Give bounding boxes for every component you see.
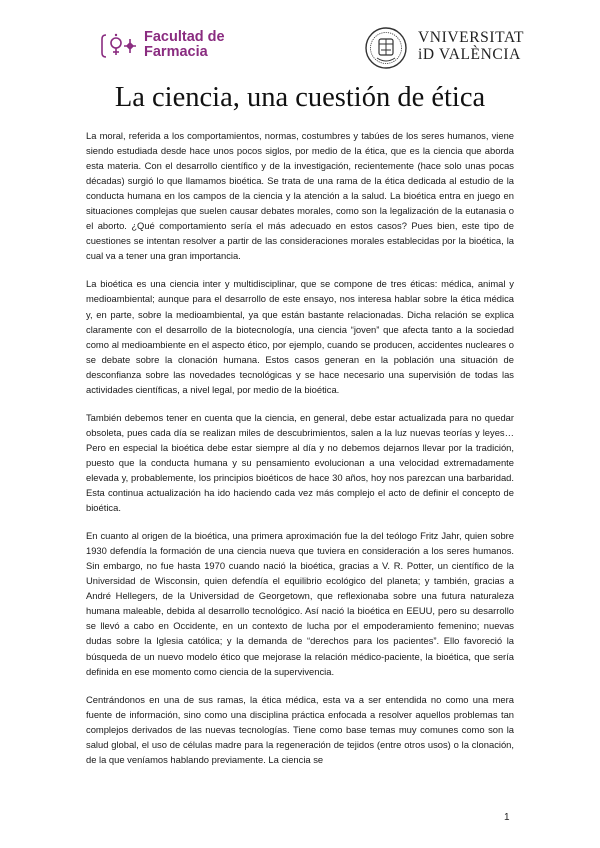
university-name	[418, 29, 524, 63]
document-body	[86, 128, 514, 780]
paragraph: La moral, referida a los comportamientos, normas, costumbres y tabúes de los seres humanos, viene siendo estudiada desde hace unos pocos siglos, por medio de la ética, que es la ciencia que aborda esta materia. Con el desarrollo científico y de la investigación, recientemente (hace solo unas pocas décadas) surgió lo que llamamos bioética. Se trata de una rama de la ética dedicada al estudio de la conducta humana en los campos de la ciencia y la atención a la salud. La bioética entra en juego en situaciones complejas que suelen causar debates morales, como son la legalización de la eutanasia o el aborto. ¿Qué comportamiento sería el más adecuado en estos casos? Pues bien, este tipo de cuestiones se intentan resolver a partir de las consideraciones morales establecidas por la bioética, la cual va a tener una gran importancia.	[86, 130, 514, 262]
paragraph: Centrándonos en una de sus ramas, la ética médica, esta va a ser entendida no como una mera fuente de información, sino como una disciplina práctica enfocada a resolver aquellos problemas tan complejos derivados de las nuevas tecnologías. Tiene como base temas muy comunes como son la salud global, el uso de células madre para la regeneración de tejidos (entre otros usos) o la clonación, de la que veníamos hablando previamente. La ciencia se	[86, 693, 514, 765]
faculty-logo	[100, 28, 240, 68]
faculty-name	[144, 30, 225, 60]
page-header	[0, 0, 600, 70]
paragraph: También debemos tener en cuenta que la ciencia, en general, debe estar actualizada para no quedar obsoleta, pues cada día se realizan miles de descubrimientos, salen a la luz nuevas teorías y leyes… Pero en especial la bioética debe estar siempre al día y no debemos dejarnos llevar por la tradición, puesto que la conducta humana y su pensamiento evolucionan a una velocidad extremadamente elevada y, probablemente, los principios bioéticos de hace 30 años, hoy nos parezcan una barbaridad. Esta continua actualización ha ido haciendo cada vez más complejo el acto de definir el concepto de bioética.	[86, 411, 514, 514]
paragraph: En cuanto al origen de la bioética, una primera aproximación fue la del teólogo Fritz Jahr, quien sobre 1930 defendía la formación de una ciencia nueva que tuviera en consideración a los seres humanos. Sin embargo, no fue hasta 1970 cuando nació la bioética, gracias a V. R. Potter, un científico de la Universidad de Wisconsin, quien defendía el equilibrio ecológico del planeta; y también, gracias a André Hellegers, de la Universidad de Georgetown, que reflexionaba sobre una futura naturaleza humana maleable, debida al desarrollo tecnológico. Así nació la bioética en EEUU, pero su desarrollo se llevó a cabo en Occidente, en un contexto de lucha por el empoderamiento femenino; nuevas dudas sobre la Iglesia católica; y la demanda de “derechos para los pacientes”. Ello favoreció la búsqueda de un nuevo modelo ético que mejorase la relación médico-paciente, la bioética, que sería definida en ese momento como ciencia de la supervivencia.	[86, 530, 514, 677]
faculty-name-line1: Facultad de	[144, 29, 225, 45]
university-name-line1: VNIVERSITAT	[418, 29, 525, 46]
pharmacy-faculty-logo-icon	[100, 32, 140, 60]
document-title: La ciencia, una cuestión de ética	[114, 82, 486, 113]
university-logo	[364, 26, 525, 70]
university-seal-icon	[364, 26, 408, 70]
faculty-name-line2: Farmacia	[144, 44, 208, 60]
university-name-line2: iD VALÈNCIA	[418, 46, 521, 63]
page-number: 1	[504, 812, 510, 823]
paragraph: La bioética es una ciencia inter y multidisciplinar, que se compone de tres éticas: médica, animal y medioambiental; aunque para el desarrollo de este ensayo, nos interesa hablar sobre la ética médica y, en parte, sobre la medioambiental, ya que están bastante relacionadas. Dicha relación se explica claramente con el desarrollo de la biotecnología, una ciencia “joven” que afecta tanto a la sociedad como al medioambiente en el aspecto ético, por ejemplo, cuando se producen, accidentes nucleares o se debate sobre la clonación humana. Estos casos generan en la población una situación de desconfianza sobre las novedades tecnológicas y se hace necesario una supervisión de todas las actividades científicas, a nivel legal, por medio de la bioética.	[86, 278, 514, 395]
